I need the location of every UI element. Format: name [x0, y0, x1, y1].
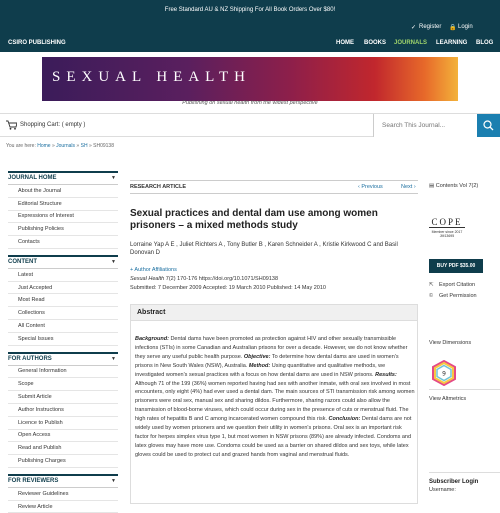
- sidebar-item-editorial[interactable]: Editorial Structure: [8, 198, 118, 211]
- breadcrumb-prefix: You are here:: [6, 143, 36, 149]
- article-header-bar: [130, 180, 418, 194]
- previous-label: Previous: [361, 184, 383, 190]
- sidebar-item-scope[interactable]: Scope: [8, 378, 118, 391]
- sidebar-heading-for-reviewers[interactable]: FOR REVIEWERS ▼: [8, 474, 118, 488]
- sidebar-heading-content[interactable]: CONTENT ▼: [8, 255, 118, 269]
- contents-link[interactable]: [429, 183, 478, 189]
- nav-blog[interactable]: BLOG: [476, 40, 494, 46]
- sidebar-item-licence[interactable]: Licence to Publish: [8, 417, 118, 430]
- cope-badge[interactable]: [429, 217, 465, 243]
- dimensions-badge-icon[interactable]: [431, 360, 457, 386]
- brand-logo[interactable]: CSIRO PUBLISHING: [8, 40, 66, 46]
- shipping-banner-text: Free Standard AU & NZ Shipping For All Book Orders Over $80!: [164, 7, 336, 13]
- search-icon: [477, 114, 500, 137]
- breadcrumb-current: SH09138: [93, 143, 114, 149]
- next-article-link[interactable]: [401, 184, 416, 190]
- abstract-background-label: Background:: [135, 336, 169, 342]
- abstract-conclusion: Dental dams are not widely used by women prisoners and we question their utility in women's prisons. Oral sex is an important risk factor for herpes simplex virus type 1, but most women in NSW prisons (89%) are already infected. Condoms and latex gloves may have more use. Condoms could be used as a barrier on shared dildos and sex toys, while latex gloves could be used to protect cut and grazed hands from vaginal and menstrual fluids.: [135, 416, 412, 458]
- breadcrumb-journals[interactable]: Journals: [56, 143, 76, 149]
- abstract-text: [135, 335, 415, 460]
- cope-id: JM13695: [439, 234, 455, 238]
- get-permission-label: Get Permission: [439, 293, 477, 299]
- sidebar-item-all-content[interactable]: All Content: [8, 320, 118, 333]
- register-icon: ✓: [411, 25, 417, 31]
- abstract-conclusion-label: Conclusion:: [328, 416, 361, 423]
- abstract-panel: [130, 304, 418, 504]
- cart-search-bar: [0, 113, 500, 137]
- abstract-method: Using quantitative and qualitative methods, we investigated women's sexual practices with a focus on how dental dams are used in NSW prisons.: [135, 362, 386, 378]
- abstract-background: Dental dams have been promoted as protection against HIV and other sexually transmissible infections (STIs) in some Canadian and Australian prisons for over a decade. However, we do not know whether they serve any useful public health purpose.: [135, 336, 408, 360]
- cart-icon[interactable]: [6, 120, 17, 130]
- sidebar-item-reviewer-guidelines[interactable]: Reviewer Guidelines: [8, 488, 118, 501]
- login-link[interactable]: Login: [458, 24, 473, 30]
- author-affiliations-toggle[interactable]: + Author Affiliations: [130, 267, 177, 273]
- sidebar-item-charges[interactable]: Publishing Charges: [8, 455, 118, 468]
- masthead-image[interactable]: [42, 57, 458, 101]
- article-citation: [130, 276, 278, 282]
- nav-books[interactable]: BOOKS: [364, 40, 387, 46]
- dimensions-label[interactable]: View Dimensions: [429, 340, 472, 346]
- sidebar-item-open-access[interactable]: Open Access: [8, 430, 118, 443]
- nav-learning[interactable]: LEARNING: [436, 40, 468, 46]
- export-icon: ⇱: [429, 282, 434, 288]
- register-link[interactable]: Register: [419, 24, 442, 30]
- abstract-results-label: Results:: [375, 371, 397, 378]
- sidebar-item-just-accepted[interactable]: Just Accepted: [8, 282, 118, 295]
- sidebar-item-general-info[interactable]: General Information: [8, 366, 118, 379]
- breadcrumb-home[interactable]: Home: [37, 143, 51, 149]
- cope-logo: COPE: [429, 217, 465, 228]
- login-icon: 🔒: [449, 25, 457, 31]
- sidebar-item-contacts[interactable]: Contacts: [8, 236, 118, 249]
- nav-journals[interactable]: JOURNALS: [394, 40, 428, 46]
- sidebar-item-review-article[interactable]: Review Article: [8, 501, 118, 513]
- sidebar-item-submit[interactable]: Submit Article: [8, 391, 118, 404]
- abstract-heading: Abstract: [131, 305, 417, 321]
- copyright-icon: ©: [429, 293, 434, 299]
- breadcrumb: You are here: Home » Journals » SH » SH09138: [6, 143, 114, 149]
- main-navbar: [0, 36, 500, 52]
- cope-member: Member since 2017: [431, 230, 463, 234]
- abstract-results: Although 71 of the 199 (36%) women reported having had sex with another inmate, with oral sex involved in most encounters, only eight (4%) had ever used a dental dam. The main sources of STI transmission risk among women prisoners were oral sex, manual sex and sharing dildos. Furthermore, sharing razors could also allow the transmission of blood-borne viruses, which could occur during sex in the presence of cuts or menstrual fluid. The high rates of hepatitis B and C among incarcerated women compound this risk.: [135, 380, 415, 423]
- next-label: Next: [401, 184, 413, 190]
- shipping-banner: [0, 0, 500, 20]
- abstract-objective: To determine how dental dams are used in women's prisons in New South Wales (NSW), Australia.: [135, 353, 399, 369]
- nav-home[interactable]: HOME: [336, 40, 354, 46]
- shopping-cart-link[interactable]: Shopping Cart: ( empty ): [20, 122, 86, 128]
- buy-pdf-button[interactable]: BUY PDF $35.00: [429, 259, 483, 273]
- chevron-left-icon: ‹: [358, 184, 360, 190]
- search-input[interactable]: [374, 114, 477, 137]
- sidebar-item-special-issues[interactable]: Special Issues: [8, 333, 118, 346]
- abstract-objective-label: Objective:: [243, 353, 271, 360]
- username-label: Username:: [429, 487, 456, 493]
- article-title: Sexual practices and dental dam use among women prisoners – a mixed methods study: [130, 208, 378, 231]
- sidebar-item-latest[interactable]: Latest: [8, 269, 118, 282]
- sidebar-item-most-read[interactable]: Most Read: [8, 294, 118, 307]
- svg-text:9: 9: [442, 370, 446, 378]
- journal-title: SEXUAL HEALTH: [52, 69, 251, 85]
- search-box: [373, 114, 477, 137]
- previous-article-link[interactable]: [358, 184, 383, 190]
- export-citation-label: Export Citation: [439, 282, 476, 288]
- citation-journal: Sexual Health: [130, 276, 165, 282]
- breadcrumb-sh[interactable]: SH: [80, 143, 88, 149]
- sidebar-heading-for-authors[interactable]: FOR AUTHORS ▼: [8, 352, 118, 366]
- journal-tagline: Publishing on sexual health from the widest perspective: [182, 100, 318, 106]
- citation-details[interactable]: 7(2) 170-176 https://doi.org/10.1071/SH09138: [164, 276, 278, 282]
- sidebar: [8, 168, 118, 513]
- abstract-method-label: Method:: [248, 362, 271, 369]
- altmetrics-label[interactable]: View Altmetrics: [429, 389, 500, 402]
- sidebar-item-read-publish[interactable]: Read and Publish: [8, 442, 118, 455]
- sidebar-item-policies[interactable]: Publishing Policies: [8, 223, 118, 236]
- sidebar-item-expressions[interactable]: Expressions of Interest: [8, 211, 118, 224]
- get-permission-link[interactable]: [429, 293, 477, 299]
- article-authors[interactable]: Lorraine Yap A E , Juliet Richters A , Tony Butler B , Karen Schneider A , Kristie Kirkwood C and Basil Donovan D: [130, 242, 398, 256]
- contents-label: Contents Vol 7(2): [435, 183, 479, 189]
- utility-bar: [0, 20, 500, 36]
- article-type-label: RESEARCH ARTICLE: [130, 184, 187, 190]
- chevron-right-icon: ›: [413, 184, 416, 190]
- subscriber-login-heading: Subscriber Login: [429, 472, 500, 485]
- document-icon: ▤: [429, 183, 435, 189]
- sidebar-item-about[interactable]: About the Journal: [8, 185, 118, 198]
- export-citation-link[interactable]: [429, 282, 475, 288]
- sidebar-item-collections[interactable]: Collections: [8, 307, 118, 320]
- article-dates: Submitted: 7 December 2009 Accepted: 19 March 2010 Published: 14 May 2010: [130, 285, 326, 291]
- sidebar-heading-journal-home[interactable]: JOURNAL HOME ▼: [8, 171, 118, 185]
- sidebar-item-instructions[interactable]: Author Instructions: [8, 404, 118, 417]
- search-button[interactable]: [477, 114, 500, 137]
